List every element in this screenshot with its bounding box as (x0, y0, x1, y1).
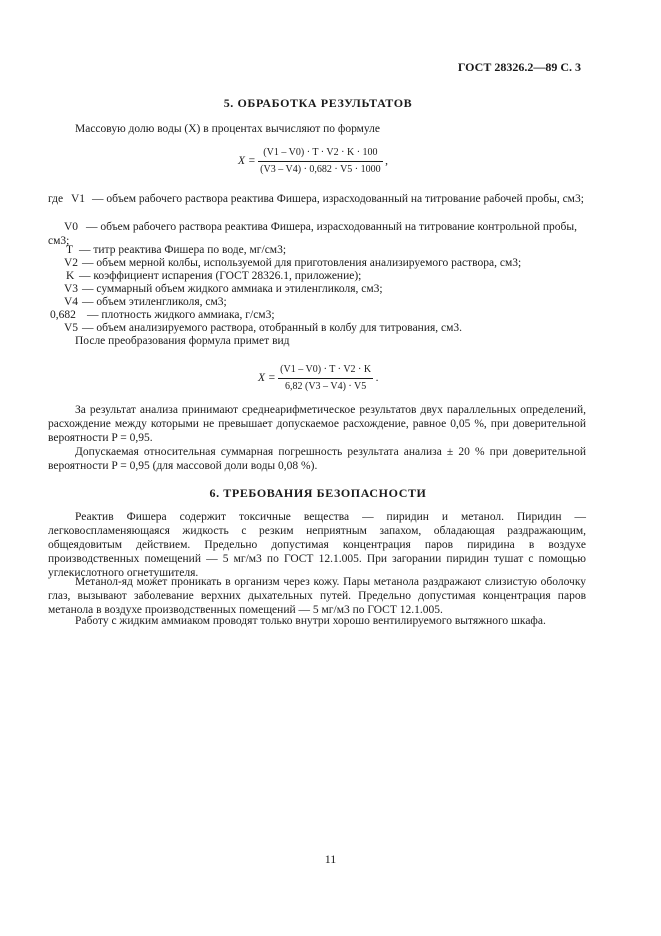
definition-text (82, 282, 383, 296)
formula-1-denominator: (V3 – V4) · 0,682 · V5 · 1000 (260, 164, 381, 175)
definition-3-text: титр реактива Фишера по воде, мг/см3; (93, 244, 287, 256)
definition-text (82, 256, 521, 270)
definition-9-text: объем анализируемого раствора, отобранный в колбу для титрования, см3. (96, 322, 463, 334)
definition-text (79, 269, 361, 283)
dash: — (82, 283, 94, 295)
where-prefix: где (48, 193, 64, 205)
formula-1-fraction (258, 146, 382, 177)
formula-2 (258, 363, 378, 394)
formula-2-denominator: 6,82 (V3 – V4) · V5 (284, 381, 367, 392)
definition-symbol: T (66, 244, 74, 256)
safety-paragraph-3: Работу с жидким аммиаком проводят только внутри хорошо вентилируемого вытяжного шкафа. (75, 615, 546, 627)
definition-2-text: объем рабочего раствора реактива Фишера, израсходованный на титрование контрольной пробы, см3; (48, 221, 577, 247)
formula-1 (238, 146, 388, 177)
dash: — (82, 322, 94, 334)
document-header: ГОСТ 28326.2—89 С. 3 (457, 60, 581, 74)
definition-text (79, 243, 286, 257)
definition-symbol: V2 (64, 257, 79, 269)
result-paragraph: За результат анализа принимают среднеарифметическое результатов двух параллельных определений, расхождение между которыми не превышает допускаемое расхождение, равное 0,05 %, при доверительной вероятности P = 0,95. (48, 404, 586, 444)
definition-symbol: V5 (64, 322, 79, 334)
definition-5-text: коэффициент испарения (ГОСТ 28326.1, приложение); (93, 270, 362, 282)
page-number: 11 (324, 852, 337, 866)
dash: — (82, 257, 94, 269)
formula-1-numerator: (V1 – V0) · T · V2 · K · 100 (258, 146, 382, 162)
formula-2-tail: . (375, 371, 379, 384)
error-paragraph: Допускаемая относительная суммарная погрешность результата анализа ± 20 % при доверительной вероятности P = 0,95 (для массовой доли воды 0,08 %). (48, 446, 586, 472)
formula-2-fraction (278, 363, 373, 394)
definition-1-text: объем рабочего раствора реактива Фишера, израсходованный на титрование рабочей пробы, см3; (106, 193, 584, 205)
formula-1-tail: , (385, 154, 389, 167)
definition-7-text: объем этиленгликоля, см3; (96, 296, 227, 308)
dash: — (79, 270, 91, 282)
section-5-title: 5. ОБРАБОТКА РЕЗУЛЬТАТОВ (223, 96, 413, 110)
formula-2-lhs: X = (258, 371, 276, 384)
definition-symbol: 0,682 (50, 309, 76, 321)
dash: — (86, 221, 98, 233)
safety-paragraph-2: Метанол-яд может проникать в организм через кожу. Пары метанола раздражают слизистую оболочку глаз, вызывают заболевание верхних дыхательных путей. Предельно допустимая концентрация паров метанола в воздухе производственных помещений — 5 мг/м3 по ГОСТ 12.1.005. (48, 576, 586, 616)
definition-6-text: суммарный объем жидкого аммиака и этиленгликоля, см3; (96, 283, 383, 295)
dash: — (79, 244, 91, 256)
safety-paragraph-1: Реактив Фишера содержит токсичные вещества — пиридин и метанол. Пиридин — легковоспламеняющаяся жидкость с резким неприятным запахом, обладающая раздражающим, общеядовитым действием. Предельно допустимая концентрация паров пиридина в воздухе производственных помещений — 5 мг/м3 по ГОСТ 12.1.005. При загорании пиридин тушат с помощью углекислотного огнетушителя. (48, 511, 586, 579)
dash: — (82, 296, 94, 308)
formula-2-numerator: (V1 – V0) · T · V2 · K (278, 363, 373, 379)
definition-symbol: V1 (71, 193, 86, 205)
dash: — (87, 309, 99, 321)
intro-text: Массовую долю воды (X) в процентах вычисляют по формуле (75, 123, 381, 135)
definition-symbol: V0 (64, 221, 79, 233)
definition-4-text: объем мерной колбы, используемой для приготовления анализируемого раствора, см3; (96, 257, 522, 269)
definition-8-text: плотность жидкого аммиака, г/см3; (101, 309, 275, 321)
after-definitions-text: После преобразования формула примет вид (75, 335, 290, 347)
definition-symbol: V3 (64, 283, 79, 295)
definition-text (82, 295, 227, 309)
definition-text (87, 308, 275, 322)
definition-text (92, 192, 586, 206)
section-6-title: 6. ТРЕБОВАНИЯ БЕЗОПАСНОСТИ (209, 486, 427, 500)
formula-1-lhs: X = (238, 154, 256, 167)
definition-symbol: V4 (64, 296, 79, 308)
definition-text (82, 321, 462, 335)
definition-symbol: K (66, 270, 75, 282)
dash: — (92, 193, 104, 205)
